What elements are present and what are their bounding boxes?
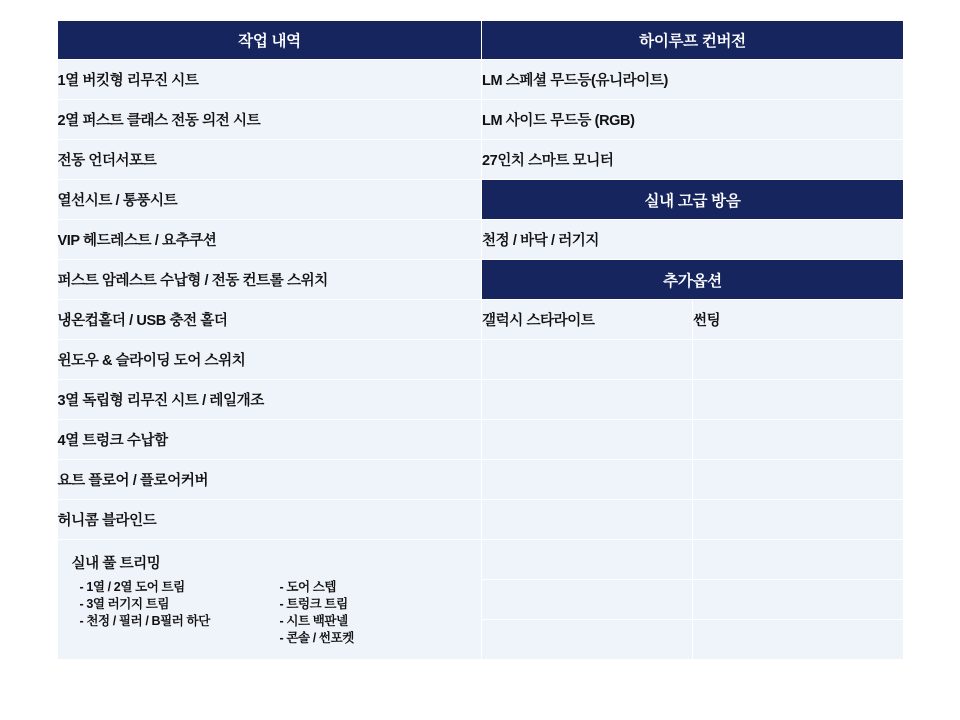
trimming-item: - 시트 백판넬 [279, 614, 348, 628]
left-item: 1열 버킷형 리무진 시트 [58, 60, 482, 100]
table-row [58, 420, 904, 460]
empty-cell [693, 380, 904, 420]
table-row [58, 180, 904, 220]
trimming-item: - 1열 / 2열 도어 트림 [79, 580, 185, 594]
soundproof-item: 천정 / 바닥 / 러기지 [482, 220, 904, 260]
left-item: 전동 언더서포트 [58, 140, 482, 180]
header-left: 작업 내역 [58, 21, 482, 60]
empty-cell [482, 540, 693, 580]
empty-cell [482, 420, 693, 460]
trimming-item: - 트렁크 트림 [279, 597, 348, 611]
empty-cell [693, 460, 904, 500]
right-item: 27인치 스마트 모니터 [482, 140, 904, 180]
table-row [58, 300, 904, 340]
left-item: 냉온컵홀더 / USB 충전 홀더 [58, 300, 482, 340]
right-item: LM 사이드 무드등 (RGB) [482, 100, 904, 140]
empty-cell [482, 500, 693, 540]
empty-cell [482, 460, 693, 500]
table-row [58, 220, 904, 260]
left-item: 퍼스트 암레스트 수납형 / 전동 컨트롤 스위치 [58, 260, 482, 300]
subheader-soundproof: 실내 고급 방음 [482, 180, 904, 220]
left-item: 열선시트 / 통풍시트 [58, 180, 482, 220]
trimming-item: - 도어 스텝 [279, 580, 337, 594]
table-row [58, 380, 904, 420]
empty-cell [693, 500, 904, 540]
empty-cell [482, 620, 693, 660]
subheader-options: 추가옵션 [482, 260, 904, 300]
trimming-column-two [280, 579, 354, 647]
spec-table [57, 20, 904, 660]
table-row [58, 140, 904, 180]
table-row [58, 60, 904, 100]
left-item: 허니콤 블라인드 [58, 500, 482, 540]
trimming-item: - 콘솔 / 썬포켓 [279, 631, 354, 645]
table-row [58, 460, 904, 500]
empty-cell [693, 340, 904, 380]
empty-cell [482, 380, 693, 420]
trimming-title: 실내 풀 트리밍 [71, 556, 161, 572]
table-row [58, 100, 904, 140]
left-item: 3열 독립형 리무진 시트 / 레일개조 [58, 380, 482, 420]
empty-cell [693, 580, 904, 620]
trimming-item: - 천정 / 필러 / B필러 하단 [79, 614, 210, 628]
spec-table-container [57, 20, 903, 660]
left-item: 2열 퍼스트 클래스 전동 의전 시트 [58, 100, 482, 140]
table-row-trimming [58, 540, 904, 580]
trimming-cell [58, 540, 482, 660]
empty-cell [482, 580, 693, 620]
header-right: 하이루프 컨버전 [482, 21, 904, 60]
table-row [58, 260, 904, 300]
option-item-right: 썬팅 [693, 300, 904, 340]
right-item: LM 스페셜 무드등(유니라이트) [482, 60, 904, 100]
trimming-lists [58, 579, 482, 655]
left-item: 요트 플로어 / 플로어커버 [58, 460, 482, 500]
empty-cell [482, 340, 693, 380]
empty-cell [693, 620, 904, 660]
left-item: 4열 트렁크 수납함 [58, 420, 482, 460]
left-item: 윈도우 & 슬라이딩 도어 스위치 [58, 340, 482, 380]
option-item-left: 갤럭시 스타라이트 [482, 300, 693, 340]
table-row [58, 340, 904, 380]
left-item: VIP 헤드레스트 / 요추쿠션 [58, 220, 482, 260]
table-header-row [58, 21, 904, 60]
table-row [58, 500, 904, 540]
empty-cell [693, 420, 904, 460]
empty-cell [693, 540, 904, 580]
trimming-item: - 3열 러기지 트림 [79, 597, 170, 611]
trimming-column-one [58, 579, 280, 647]
